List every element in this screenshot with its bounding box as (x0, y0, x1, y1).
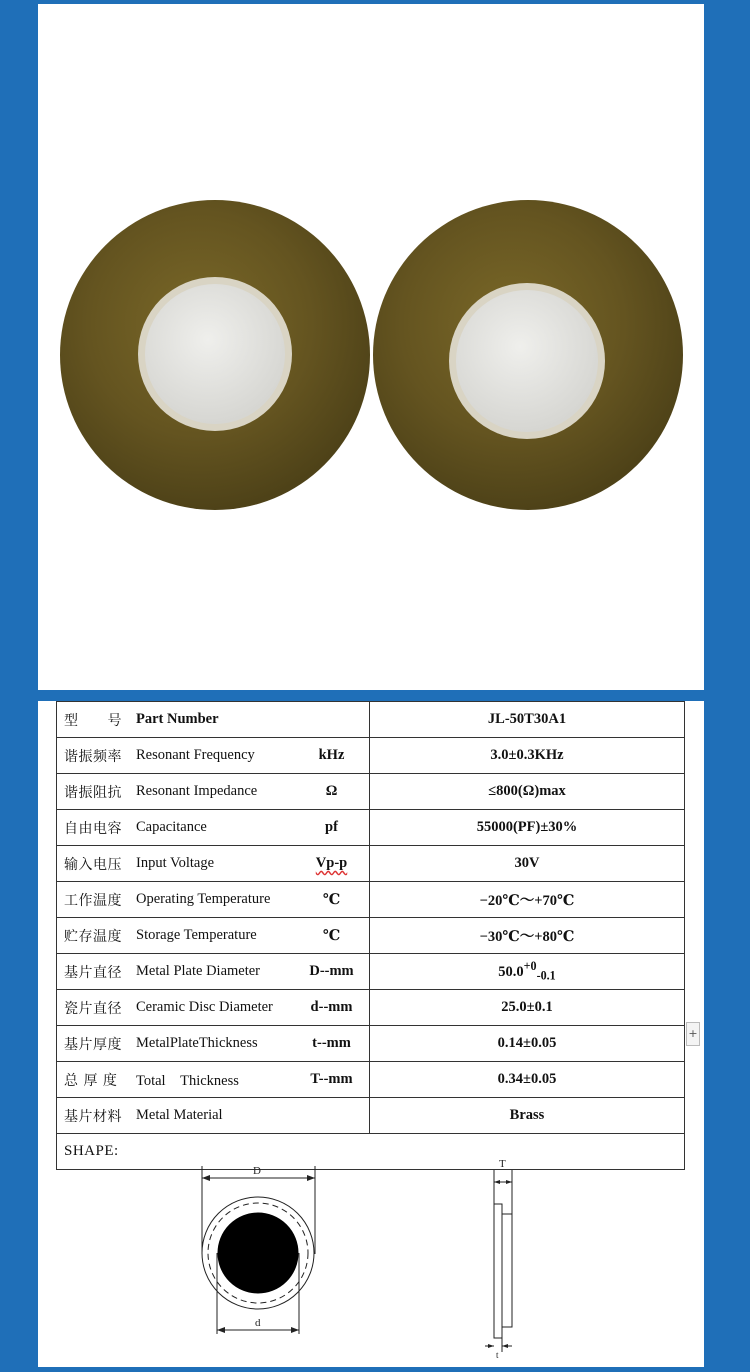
spec-label-cn: 自由电容 (64, 820, 122, 837)
spec-value: 0.34±0.05 (370, 1062, 685, 1098)
spec-label-cell (57, 1026, 370, 1062)
spec-label-en: Resonant Frequency (136, 747, 255, 763)
spec-label-cn: 基片直径 (64, 964, 122, 981)
spec-unit: ℃ (322, 891, 341, 908)
spec-unit: pf (325, 819, 338, 835)
spec-label-cn: 型 号 (64, 712, 122, 729)
spec-label-cell (57, 918, 370, 954)
spec-row (57, 990, 685, 1026)
spec-unit: kHz (318, 747, 345, 763)
spec-label-en: Storage Temperature (136, 927, 257, 943)
spec-label-cn: 基片厚度 (64, 1036, 122, 1053)
disc-left (60, 200, 370, 510)
spec-label-cell (57, 990, 370, 1026)
spec-label-cell (57, 774, 370, 810)
shape-section (57, 1134, 685, 1360)
spec-label-en: Metal Material (136, 1107, 223, 1123)
spec-value: 3.0±0.3KHz (370, 738, 685, 774)
product-photo (38, 4, 704, 690)
spec-label-cell (57, 882, 370, 918)
dim-D-label: D (253, 1165, 261, 1177)
spec-value: Brass (370, 1098, 685, 1134)
spec-value-main: 50.0 (498, 963, 524, 980)
spec-label-cell (57, 1098, 370, 1134)
dim-t-label: t (496, 1350, 499, 1360)
spec-sheet (38, 701, 704, 1367)
spec-label-en: Capacitance (136, 819, 207, 835)
spec-label-cell (57, 1062, 370, 1098)
spec-unit: t--mm (312, 1035, 351, 1051)
spec-unit: ℃ (322, 927, 341, 944)
spec-value: 30V (370, 846, 685, 882)
spec-label-en: Operating Temperature (136, 891, 271, 907)
spec-value-lower-tol: -0.1 (536, 968, 556, 983)
spec-row (57, 1098, 685, 1134)
spec-value: −20℃～+70℃ (370, 882, 685, 918)
spec-unit: D--mm (309, 963, 354, 979)
spec-label-cell (57, 702, 370, 738)
shape-label: SHAPE: (64, 1143, 119, 1159)
spec-value: ≤800(Ω)max (370, 774, 685, 810)
spec-label-en: Input Voltage (136, 855, 215, 871)
spec-label-cn: 总 厚 度 (64, 1072, 118, 1089)
spec-row (57, 1026, 685, 1062)
spec-label-cn: 谐振频率 (64, 748, 122, 765)
spec-value: JL-50T30A1 (370, 702, 685, 738)
spec-row (57, 882, 685, 918)
spec-value: 25.0±0.1 (370, 990, 685, 1026)
spec-row (57, 738, 685, 774)
piezo-discs-image (38, 4, 704, 690)
spec-label-en: Ceramic Disc Diameter (136, 999, 273, 1015)
spec-label-cn: 基片材料 (64, 1108, 122, 1125)
spec-unit: Vp-p (315, 855, 348, 871)
spec-label-cell (57, 738, 370, 774)
spec-label-cn: 谐振阻抗 (64, 784, 122, 801)
spec-label-cell (57, 954, 370, 990)
spec-label-en: Part Number (136, 711, 219, 727)
spec-row (57, 846, 685, 882)
dim-T-label: T (499, 1158, 506, 1170)
spec-row (57, 702, 685, 738)
spec-value: −30℃～+80℃ (370, 918, 685, 954)
spec-label-en: MetalPlateThickness (136, 1035, 258, 1051)
spec-label-cell (57, 810, 370, 846)
spec-unit: d--mm (310, 999, 353, 1015)
spec-row (57, 810, 685, 846)
spec-row (57, 774, 685, 810)
spec-value: 0.14±0.05 (370, 1026, 685, 1062)
spec-label-cn: 工作温度 (64, 892, 122, 909)
spec-label-cn: 贮存温度 (64, 928, 122, 945)
spec-label-cn: 输入电压 (64, 856, 122, 873)
spec-row (57, 918, 685, 954)
spec-value (370, 954, 685, 990)
side-view (485, 1158, 512, 1360)
spec-label-en: Resonant Impedance (136, 783, 258, 799)
spec-label-cell (57, 846, 370, 882)
spec-value-upper-tol: +0 (523, 959, 537, 974)
spec-label-en: Total Thickness (136, 1073, 239, 1089)
spec-unit: Ω (325, 783, 338, 799)
spec-row (57, 954, 685, 990)
spec-unit: T--mm (310, 1071, 353, 1087)
spec-label-en: Metal Plate Diameter (136, 963, 261, 979)
disc-right (373, 200, 683, 510)
spec-table (56, 701, 685, 1360)
expand-tab[interactable]: + (686, 1022, 700, 1046)
spec-row (57, 1062, 685, 1098)
dim-d-label: d (255, 1317, 261, 1329)
spec-label-cn: 瓷片直径 (64, 1000, 122, 1017)
spec-value: 55000(PF)±30% (370, 810, 685, 846)
shape-drawing (57, 1134, 683, 1360)
front-view (202, 1165, 315, 1334)
